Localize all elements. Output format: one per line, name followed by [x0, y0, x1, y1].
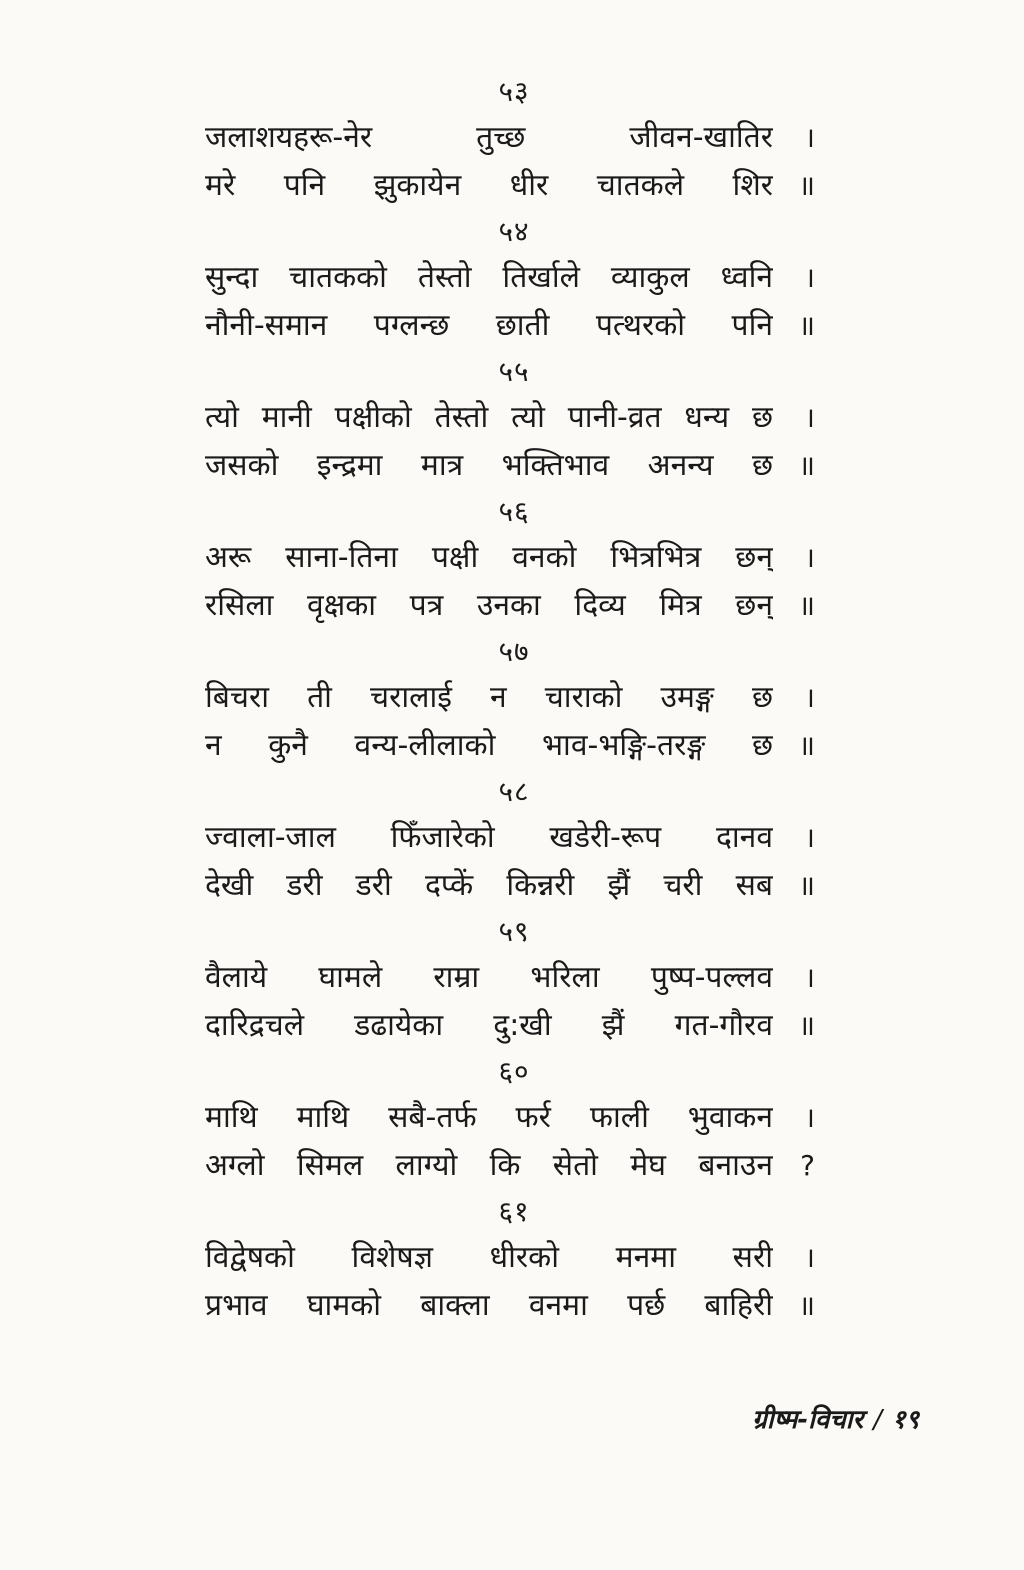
verse-line [205, 162, 815, 210]
running-title: ग्रीष्म-विचार [752, 1405, 864, 1435]
verse-end-mark: । [804, 961, 815, 994]
stanza-number: ५३ [498, 75, 530, 108]
verse-line-text: जसको इन्द्रमा मात्र भक्तिभाव अनन्य छ [205, 448, 773, 483]
verse-end-mark: ॥ [798, 729, 815, 762]
verse-line [205, 254, 815, 302]
verse-end-mark: । [804, 261, 815, 294]
verse-end-mark: ॥ [798, 1009, 815, 1042]
stanza [205, 350, 815, 490]
verse-end-mark: ॥ [798, 1289, 815, 1322]
verse-end-mark: ॥ [798, 449, 815, 482]
stanza [205, 910, 815, 1050]
verse-line-text: वैलाये घामले राम्रा भरिला पुष्प-पल्लव [205, 960, 773, 995]
stanza [205, 70, 815, 210]
stanza [205, 490, 815, 630]
verse-end-mark: ॥ [798, 589, 815, 622]
verse-line-text: त्यो मानी पक्षीको तेस्तो त्यो पानी-व्रत धन्य छ [205, 400, 773, 435]
verse-line-text: न कुनै वन्य-लीलाको भाव-भङ्गि-तरङ्ग छ [205, 728, 773, 763]
stanza [205, 1050, 815, 1190]
verse-line [205, 302, 815, 350]
verse-line [205, 582, 815, 630]
verse-line [205, 674, 815, 722]
stanza-number: ५६ [498, 495, 530, 528]
footer-separator: / [873, 1405, 882, 1435]
verse-end-mark: ॥ [798, 309, 815, 342]
verse-line-text: विद्वेषको विशेषज्ञ धीरको मनमा सरी [205, 1240, 773, 1275]
verse-line-text: दारिद्रचले डढायेका दु:खी झैं गत-गौरव [205, 1008, 773, 1043]
verse-line [205, 394, 815, 442]
verse-end-mark: । [804, 121, 815, 154]
verse-end-mark: ? [800, 1149, 815, 1182]
verse-line [205, 954, 815, 1002]
verse-line-text: बिचरा ती चरालाई न चाराको उमङ्ग छ [205, 680, 773, 715]
stanza-number: ५७ [498, 635, 530, 668]
verse-list [205, 70, 815, 1330]
verse-line [205, 1142, 815, 1190]
stanza-number: ५८ [498, 775, 530, 808]
verse-end-mark: । [804, 541, 815, 574]
stanza [205, 1190, 815, 1330]
verse-line [205, 442, 815, 490]
verse-end-mark: ॥ [798, 169, 815, 202]
verse-end-mark: । [804, 681, 815, 714]
verse-end-mark: । [804, 401, 815, 434]
verse-line-text: ज्वाला-जाल फिँजारेको खडेरी-रूप दानव [205, 820, 773, 855]
verse-line-text: अग्लो सिमल लाग्यो कि सेतो मेघ बनाउन [205, 1148, 773, 1183]
verse-line-text: देखी डरी डरी दप्कें किन्नरी झैं चरी सब [205, 868, 773, 903]
verse-line [205, 1234, 815, 1282]
verse-end-mark: । [804, 1241, 815, 1274]
stanza-number: ५४ [498, 215, 530, 248]
verse-line-text: माथि माथि सबै-तर्फ फर्र फाली भुवाकन [205, 1100, 773, 1135]
stanza [205, 770, 815, 910]
verse-end-mark: ॥ [798, 869, 815, 902]
verse-line-text: नौनी-समान पग्लन्छ छाती पत्थरको पनि [205, 308, 773, 343]
verse-line [205, 1002, 815, 1050]
stanza [205, 210, 815, 350]
verse-line-text: प्रभाव घामको बाक्ला वनमा पर्छ बाहिरी [205, 1288, 773, 1323]
verse-line-text: सुन्दा चातकको तेस्तो तिर्खाले व्याकुल ध्वनि [205, 260, 773, 295]
verse-line [205, 1282, 815, 1330]
verse-end-mark: । [804, 1101, 815, 1134]
page-footer [752, 1400, 919, 1436]
verse-line-text: रसिला वृक्षका पत्र उनका दिव्य मित्र छन् [205, 588, 773, 623]
verse-line [205, 534, 815, 582]
verse-end-mark: । [804, 821, 815, 854]
stanza-number: ५९ [498, 915, 530, 948]
verse-line [205, 114, 815, 162]
verse-line [205, 1094, 815, 1142]
verse-line-text: मरे पनि झुकायेन धीर चातकले शिर [205, 168, 773, 203]
stanza [205, 630, 815, 770]
verse-line [205, 814, 815, 862]
verse-line-text: अरू साना-तिना पक्षी वनको भित्रभित्र छन् [205, 540, 773, 575]
stanza-number: ५५ [498, 355, 530, 388]
page-number: १९ [891, 1405, 919, 1435]
stanza-number: ६१ [498, 1195, 530, 1228]
verse-line [205, 722, 815, 770]
verse-line-text: जलाशयहरू-नेर तुच्छ जीवन-खातिर [205, 120, 773, 155]
stanza-number: ६० [498, 1055, 530, 1088]
verse-line [205, 862, 815, 910]
